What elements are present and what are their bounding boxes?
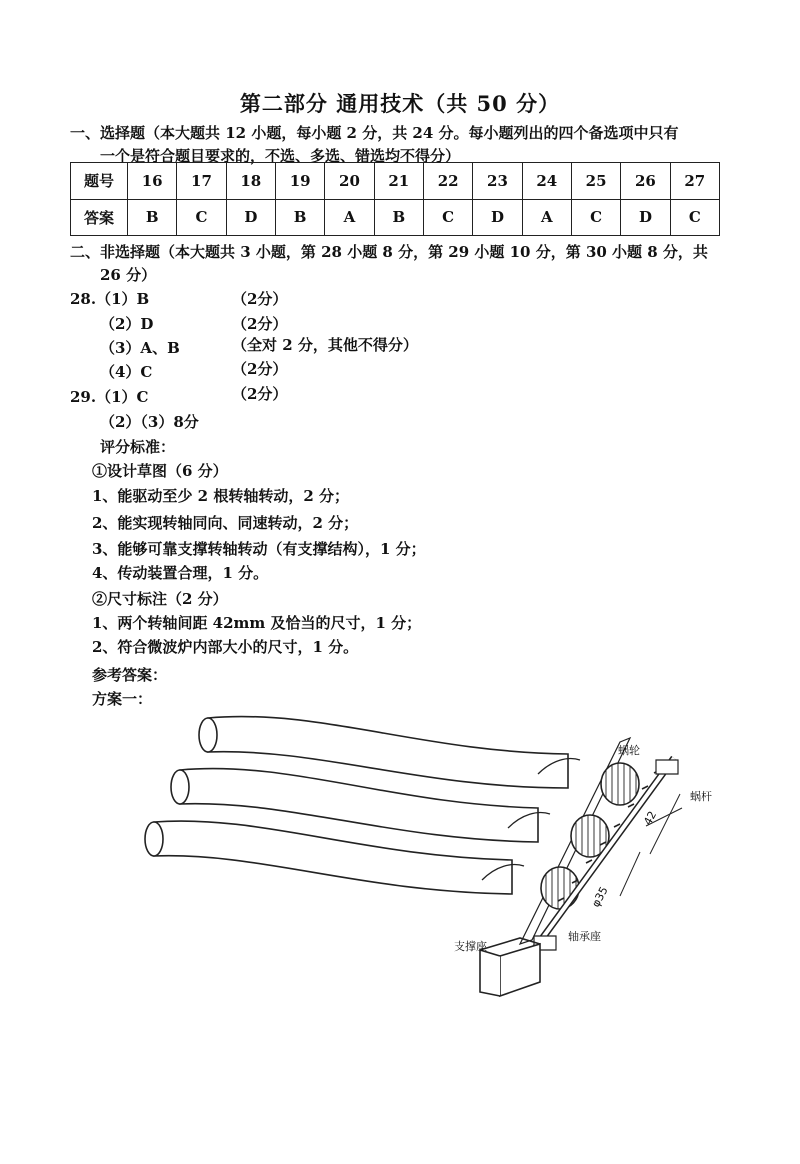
- rod-end-cap: [199, 718, 217, 752]
- design-point: 3、能够可靠支撑转轴转动（有支撑结构），1 分；: [92, 540, 426, 558]
- reference-heading: 参考答案：: [92, 666, 168, 684]
- table-cell-answer: C: [177, 199, 226, 236]
- label-worm: 蜗杆: [690, 790, 712, 803]
- table-cell-number: 20: [325, 163, 374, 200]
- dimension-point: 1、两个转轴间距 42mm 及恰当的尺寸，1 分；: [92, 614, 422, 632]
- q28-item3-score: （全对 2 分，其他不得分）: [232, 336, 418, 354]
- table-row-label: 题号: [71, 163, 128, 200]
- table-cell-answer: B: [275, 199, 324, 236]
- worm-wheel: [601, 763, 639, 805]
- rod-end-cap: [171, 770, 189, 804]
- design-point: 2、能实现转轴同向、同速转动，2 分；: [92, 514, 359, 532]
- q29-item1-score: （2分）: [232, 385, 288, 403]
- table-cell-number: 25: [571, 163, 620, 200]
- worm-gear-sketch: [120, 700, 720, 1010]
- table-cell-answer: D: [473, 199, 522, 236]
- table-cell-number: 23: [473, 163, 522, 200]
- table-cell-number: 24: [522, 163, 571, 200]
- label-dim-diameter: φ35: [589, 884, 611, 910]
- design-point: 4、传动装置合理，1 分。: [92, 564, 269, 582]
- scheme-heading: 方案一：: [92, 690, 153, 708]
- table-cell-answer: A: [325, 199, 374, 236]
- q29-item1-label: 29.（1）C: [70, 388, 149, 406]
- table-cell-number: 22: [423, 163, 472, 200]
- answer-table-number-row: [71, 163, 720, 200]
- motor-box: [500, 944, 540, 996]
- section1-heading-line1: 一、选择题（本大题共 12 小题，每小题 2 分，共 24 分。每小题列出的四个备选项中只有: [70, 124, 679, 142]
- q28-item3-label: （3）A、B: [100, 339, 180, 357]
- rod-end-cap: [145, 822, 163, 856]
- table-cell-answer: D: [621, 199, 670, 236]
- label-bearing: 轴承座: [568, 930, 601, 943]
- q28-item4-score: （2分）: [232, 360, 288, 378]
- label-worm-wheel: 蜗轮: [618, 744, 640, 757]
- design-heading: ①设计草图（6 分）: [92, 462, 228, 480]
- table-cell-number: 19: [275, 163, 324, 200]
- q28-item1-score: （2分）: [232, 290, 288, 308]
- q28-item1-label: 28.（1）B: [70, 290, 150, 308]
- table-cell-number: 26: [621, 163, 670, 200]
- section1-heading-line2: 一个是符合题目要求的，不选、多选、错选均不得分）: [100, 147, 461, 165]
- bearing-block: [656, 760, 678, 774]
- table-cell-answer: B: [374, 199, 423, 236]
- q29-item2: （2）（3）8分: [100, 413, 199, 431]
- table-cell-number: 27: [670, 163, 719, 200]
- table-row-label: 答案: [71, 199, 128, 236]
- table-cell-answer: C: [670, 199, 719, 236]
- table-cell-answer: A: [522, 199, 571, 236]
- criteria-heading: 评分标准：: [100, 438, 176, 456]
- q28-item2-label: （2）D: [100, 315, 154, 333]
- table-cell-answer: C: [571, 199, 620, 236]
- dimension-point: 2、符合微波炉内部大小的尺寸，1 分。: [92, 638, 359, 656]
- section2-heading-line2: 26 分）: [100, 266, 157, 284]
- page-title: 第二部分 通用技术（共 50 分）: [239, 91, 561, 116]
- label-support: 支撑座: [454, 940, 487, 953]
- answer-table-answer-row: [71, 199, 720, 236]
- label-dim-spacing: 42: [641, 808, 660, 828]
- table-cell-answer: B: [128, 199, 177, 236]
- q28-item2-score: （2分）: [232, 315, 288, 333]
- table-cell-answer: D: [226, 199, 275, 236]
- section2-heading-line1: 二、非选择题（本大题共 3 小题，第 28 小题 8 分，第 29 小题 10 分，第 30 小题 8 分，共: [70, 243, 708, 261]
- table-cell-answer: C: [423, 199, 472, 236]
- table-cell-number: 21: [374, 163, 423, 200]
- dimension-heading: ②尺寸标注（2 分）: [92, 590, 228, 608]
- worm-wheel: [541, 867, 579, 909]
- table-cell-number: 18: [226, 163, 275, 200]
- table-cell-number: 16: [128, 163, 177, 200]
- answer-table: [70, 162, 720, 236]
- design-point: 1、能驱动至少 2 根转轴转动，2 分；: [92, 487, 349, 505]
- q28-item4-label: （4）C: [100, 363, 153, 381]
- table-cell-number: 17: [177, 163, 226, 200]
